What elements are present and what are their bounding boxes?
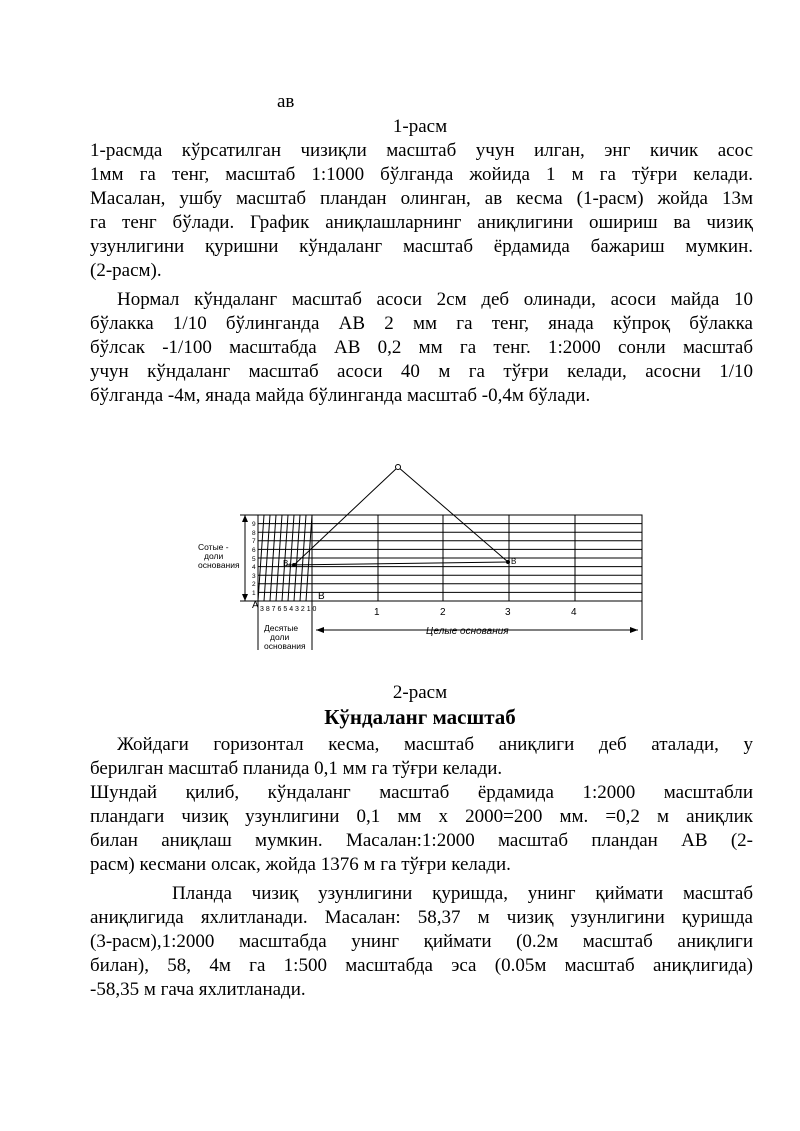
para5-line: -58,35 м гача яхлитланади. xyxy=(90,979,306,1000)
para1-line: (2-расм). xyxy=(90,260,162,281)
para4-line: Шундай қилиб, кўндаланг масштаб ёрдамида 1:2000 масштабли xyxy=(90,782,753,803)
para1-line: Масалан, ушбу масштаб пландан олинган, ав кесма (1-расм) жойда 13м xyxy=(90,188,753,209)
vertical-digit: 4 xyxy=(252,564,256,571)
point-a-label: A xyxy=(252,600,259,611)
vertical-digit: 6 xyxy=(252,547,256,554)
para2-line: бўлганда -4м, янада майда бўлинганда масштаб -0,4м бўлади. xyxy=(90,385,591,406)
point-b-label: B xyxy=(318,591,325,602)
hundredths-label-2: доли xyxy=(204,551,224,561)
transverse-scale-figure xyxy=(190,455,650,655)
para4-line: расм) кесмани олсак, жойда 1376 м га тўғри келади. xyxy=(90,854,511,875)
para4-line: билан аниқлаш мумкин. Масалан:1:2000 масштаб пландан АВ (2- xyxy=(90,830,753,851)
para2-line: учун кўндаланг масштаб асоси 40 м га тўғри келади, асосни 1/10 xyxy=(90,361,753,382)
para5-line: аниқлигида яхлитланади. Масалан: 58,37 м чизиқ узунлигини қуришда xyxy=(90,907,753,928)
tenths-numbers: 3 8 7 6 5 4 3 2 1 0 xyxy=(260,606,317,613)
integer-tick-3: 3 xyxy=(505,607,511,618)
para5-line: (3-расм),1:2000 масштабда унинг қиймати (0.2м масштаб аниқлиги xyxy=(90,931,753,952)
point-a-prime-label: В₁ xyxy=(283,559,292,568)
point-markers xyxy=(292,465,510,568)
figure1-label: ав xyxy=(277,91,295,112)
para1-line: узунлигини қуришни кўндаланг масштаб ёрдамида бажариш мумкин. xyxy=(90,236,753,257)
para4-line: пландаги чизиқ узунлигини 0,1 мм х 2000=200 мм. =0,2 м аниқлик xyxy=(90,806,753,827)
para3-line: берилган масштаб планида 0,1 мм га тўғри келади. xyxy=(90,758,503,779)
tenths-label-1: Десятые xyxy=(264,623,299,633)
point-b-prime-label: В xyxy=(511,557,517,566)
hundredths-label-1: Сотые - xyxy=(198,542,229,552)
para5-line: Планда чизиқ узунлигини қуришда, унинг қиймати масштаб xyxy=(172,883,753,904)
vertical-digit: 8 xyxy=(252,530,256,537)
vertical-digit: 7 xyxy=(252,538,256,545)
integer-tick-1: 1 xyxy=(374,607,380,618)
apex-marker xyxy=(396,465,401,470)
transverse-scale-diagram xyxy=(190,455,650,655)
para1-line: 1-расмда кўрсатилган чизиқли масштаб учун илган, энг кичик асос xyxy=(90,140,753,161)
para3-line: Жойдаги горизонтал кесма, масштаб аниқлиги деб аталади, у xyxy=(117,734,753,755)
integer-tick-4: 4 xyxy=(571,607,577,618)
vertical-digit: 3 xyxy=(252,573,256,580)
vertical-digit: 2 xyxy=(252,581,256,588)
tenths-label-2: доли xyxy=(270,632,290,642)
point-a-prime-marker xyxy=(292,563,296,567)
section-heading: Кўндаланг масштаб xyxy=(324,705,516,729)
para2-line: бўлакка 1/10 бўлинганда АВ 2 мм га тенг, янада кўпроқ бўлакка xyxy=(90,313,753,334)
figure1-caption: 1-расм xyxy=(392,116,448,137)
hundredths-label-3: основания xyxy=(198,560,240,570)
point-b-prime-marker xyxy=(506,560,510,564)
whole-units-label: Целые основания xyxy=(426,626,509,637)
tenths-label-3: основания xyxy=(264,641,306,651)
vertical-digit: 9 xyxy=(252,521,256,528)
vertical-digit: 5 xyxy=(252,556,256,563)
para2-line: Нормал кўндаланг масштаб асоси 2см деб олинади, асоси майда 10 xyxy=(117,289,753,310)
para1-line: 1мм га тенг, масштаб 1:1000 бўлганда жойида 1 м га тўғри келади. xyxy=(90,164,753,185)
figure2-caption: 2-расм xyxy=(392,682,448,703)
vertical-digit: 1 xyxy=(252,590,256,597)
para2-line: бўлсак -1/100 масштабда АВ 0,2 мм га тенг. 1:2000 сонли масштаб xyxy=(90,337,753,358)
para5-line: билан), 58, 4м га 1:500 масштабда эса (0.05м масштаб аниқлигида) xyxy=(90,955,753,976)
integer-tick-2: 2 xyxy=(440,607,446,618)
para1-line: га тенг бўлади. График аниқлашларнинг аниқлигини ошириш ва чизиқ xyxy=(90,212,753,233)
